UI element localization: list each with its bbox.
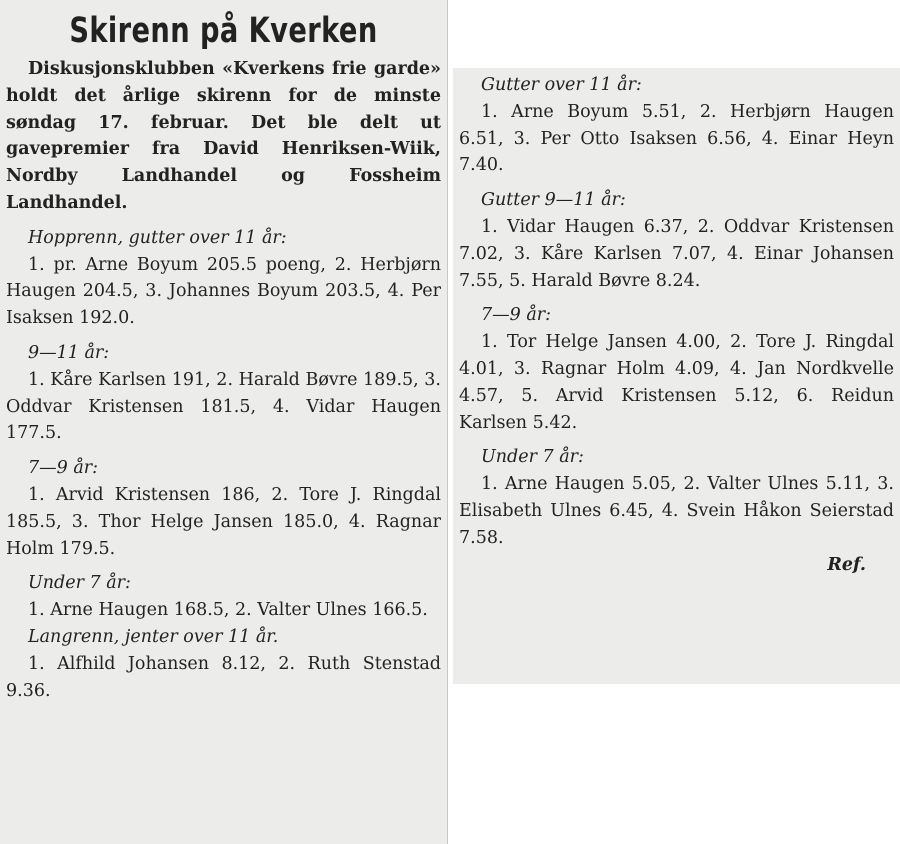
section-heading: 9—11 år:: [28, 342, 110, 363]
section-heading: Gutter 9—11 år:: [481, 190, 626, 211]
section-results: 1. Kåre Karlsen 191, 2. Harald Bøvre 189.5, 3. Oddvar Kristensen 181.5, 4. Vidar Haugen 177.5.: [6, 369, 441, 444]
section-results: 1. Arne Boyum 5.51, 2. Herbjørn Haugen 6.51, 3. Per Otto Isaksen 6.56, 4. Einar Heyn 7.40.: [459, 101, 894, 176]
section-results: 1. Alfhild Johansen 8.12, 2. Ruth Stenstad 9.36.: [6, 653, 441, 701]
section-heading: Hopprenn, gutter over 11 år:: [28, 227, 287, 248]
section-results: 1. Tor Helge Jansen 4.00, 2. Tore J. Ringdal 4.01, 3. Ragnar Holm 4.09, 4. Jan Nordkvelle 4.57, 5. Arvid Kristensen 5.12, 6. Reidun Karlsen 5.42.: [459, 332, 894, 433]
section-results: 1. Arne Haugen 168.5, 2. Valter Ulnes 166.5.: [28, 600, 428, 621]
section-heading: Langrenn, jenter over 11 år.: [28, 626, 279, 647]
section-heading: 7—9 år:: [28, 458, 99, 479]
section-results: 1. Vidar Haugen 6.37, 2. Oddvar Kristensen 7.02, 3. Kåre Karlsen 7.07, 4. Einar Johansen 7.55, 5. Harald Bøvre 8.24.: [459, 216, 894, 291]
section-heading: Under 7 år:: [28, 573, 131, 594]
author-signature: Ref.: [827, 554, 866, 575]
section-results: 1. Arvid Kristensen 186, 2. Tore J. Ringdal 185.5, 3. Thor Helge Jansen 185.0, 4. Ragnar Holm 179.5.: [6, 484, 441, 559]
section-heading: Under 7 år:: [481, 447, 584, 468]
article-intro: Diskusjonsklubben «Kverkens frie garde» holdt det årlige skirenn for de minste søndag 17. februar. Det ble delt ut gavepremier fra David Henriksen-Wiik, Nordby Landhandel og Fossheim Landhandel.: [6, 59, 441, 213]
section-results: 1. Arne Haugen 5.05, 2. Valter Ulnes 5.11, 3. Elisabeth Ulnes 6.45, 4. Svein Håkon Seierstad 7.58.: [459, 474, 894, 548]
right-column: [453, 68, 900, 684]
article-title: Skirenn på Kverken: [69, 11, 378, 51]
section-heading: Gutter over 11 år:: [481, 75, 642, 95]
section-results: 1. pr. Arne Boyum 205.5 poeng, 2. Herbjørn Haugen 204.5, 3. Johannes Boyum 203.5, 4. Per Isaksen 192.0.: [6, 254, 441, 329]
section-heading: 7—9 år:: [481, 305, 552, 326]
left-column: [0, 0, 448, 844]
